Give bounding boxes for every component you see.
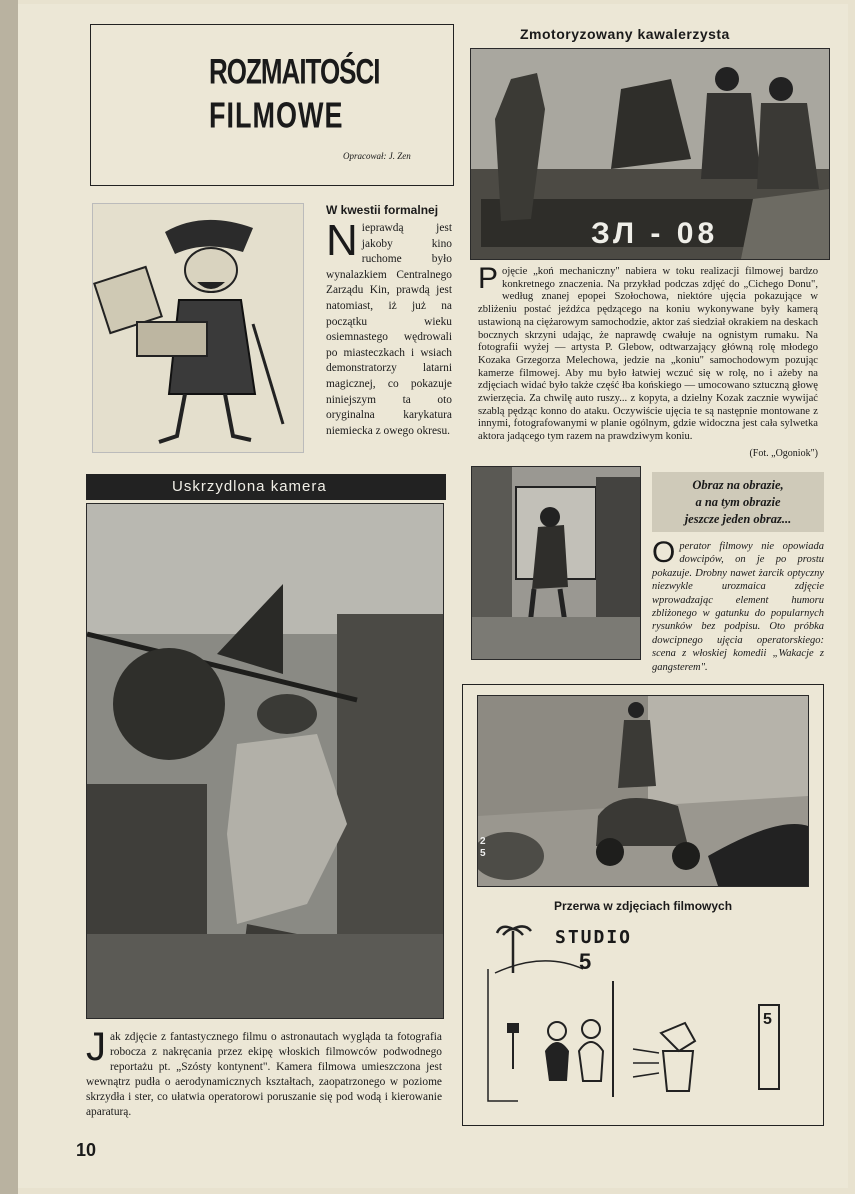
picture-column	[652, 536, 824, 674]
picture-heading-line1: Obraz na obrazie,	[692, 478, 784, 492]
picture-heading-line3: jeszcze jeden obraz...	[684, 512, 792, 526]
winged-dropcap: J	[86, 1025, 106, 1069]
break-heading: Przerwa w zdjęciach filmowych	[553, 899, 733, 913]
stage-sign-number: 5	[763, 1011, 772, 1028]
underwater-photo	[86, 503, 444, 1019]
studio-number: 5	[579, 949, 592, 974]
caricature-illustration	[92, 203, 304, 453]
studio-sign: STUDIO	[555, 927, 633, 948]
cavalry-photo	[470, 48, 830, 260]
page-number: 10	[76, 1140, 97, 1160]
cavalry-paragraph	[478, 262, 818, 444]
caricature-drawing	[93, 204, 303, 452]
underwater-photo-image	[87, 504, 443, 1018]
picture-heading-line2: a na tym obrazie	[695, 495, 781, 509]
masthead-box	[90, 24, 454, 186]
formal-paragraph	[326, 216, 452, 439]
studio-cartoon-drawing	[483, 921, 803, 1117]
winged-heading: Uskrzydlona kamera	[172, 478, 327, 495]
formal-column	[326, 216, 452, 439]
cavalry-credit: (Fot. „Ogoniok")	[749, 447, 818, 459]
picture-dropcap: O	[652, 536, 676, 569]
formal-dropcap: N	[326, 216, 358, 265]
masthead-line2: FILMOWE	[209, 95, 344, 136]
masthead-line1: ROZMAITOŚCI	[209, 51, 380, 92]
picture-body: perator filmowy nie opowiada dowcipów, on je po prostu pokazuje. Drobny nawet żarcik optyczny niezwykle urozmaica zdjęcie wprowadzając element humoru zbliżonego w gatunku do popularnych rysunków bez podpisu. Oto próbka dowcipnego ujęcia operatorskiego: scena z włoskiej komedii „Wakacje z gangsterem".	[652, 541, 824, 673]
cavalry-column	[478, 262, 818, 459]
picture-heading-box	[652, 472, 824, 532]
winged-column	[86, 1025, 442, 1120]
break-box	[462, 684, 824, 1126]
scooter-photo	[477, 695, 809, 887]
car-plate: 2 5	[480, 836, 486, 859]
truck-plate: ЗЛ - 08	[591, 217, 719, 250]
winged-paragraph	[86, 1025, 442, 1120]
picture-paragraph	[652, 536, 824, 674]
winged-banner	[86, 474, 446, 500]
studio-cartoon	[483, 921, 803, 1117]
cavalry-body: ojęcie „koń mechaniczny" nabiera w toku realizacji filmowej bardzo konkretnego znaczenia. Na przykład podczas zdjęć do „Cichego Donu", według znanej epopei Szołochowa, niektóre ujęcia pokazujące w zbliżeniu postać jeźdźca pędzącego na koniu wykonywane były kamerą ustawioną na ciężarowym samochodzie, aktor zaś siedział okrakiem na deskach bocznych skrzyni udając, że naprawdę cwałuje na ognistym rumaku. Na fotografii wyżej — artysta P. Glebow, odtwarzający główną rolę młodego Kozaka Grzegorza Melechowa, jedzie na „koniu" samochodowym pozując kamerze filmowej. Aby mu było łatwiej wczuć się w rolę, no i ażeby na zdjęciach widać było także część łba końskiego — umocowano sztuczną głowę zwierzęcia. Za chwilę auto ruszy... z kopyta, a dzielny Kozak zacznie wywijać szablą pędząc konno do ataku. Oczywiście ujęcia te są następnie montowane z innymi, fotografowanymi w planie ogólnym, gdzie widoczna jest cała sylwetka aktora jadącego tym razem na prawdziwym koniu.	[478, 266, 818, 443]
cavalry-dropcap: P	[478, 262, 499, 295]
winged-body: ak zdjęcie z fantastycznego filmu o astronautach wygląda ta fotografia robocza z nakręcania przez ekipę włoskich filmowców podwodnego reportażu pt. „Szósty kontynent". Kamera filmowa umieszczona jest wewnątrz pudła o aerodynamicznych kształtach, zaopatrzonego w poziome skrzydła i ster, co ułatwia operatorowi poruszanie się pod wodą i kierowanie aparaturą.	[86, 1031, 442, 1118]
painting-photo-image	[472, 467, 640, 659]
binding-edge	[0, 0, 18, 1194]
formal-heading: W kwestii formalnej	[326, 203, 439, 217]
painting-photo	[471, 466, 641, 660]
masthead-credit: Opracował: J. Zen	[343, 151, 411, 161]
scooter-photo-image	[478, 696, 808, 886]
formal-body: ieprawdą jest jakoby kino ruchome było wynalazkiem Centralnego Zarządu Kin, prawdą jest natomiast, iż już na początku wieku osiemnastego wędrowali po miasteczkach i wsiach demonstratorzy latarni magicznej, co pokazuje niniejszym ta oto oryginalna karykatura niemiecka z owego okresu.	[326, 222, 452, 437]
cavalry-heading: Zmotoryzowany kawalerzysta	[520, 26, 730, 42]
